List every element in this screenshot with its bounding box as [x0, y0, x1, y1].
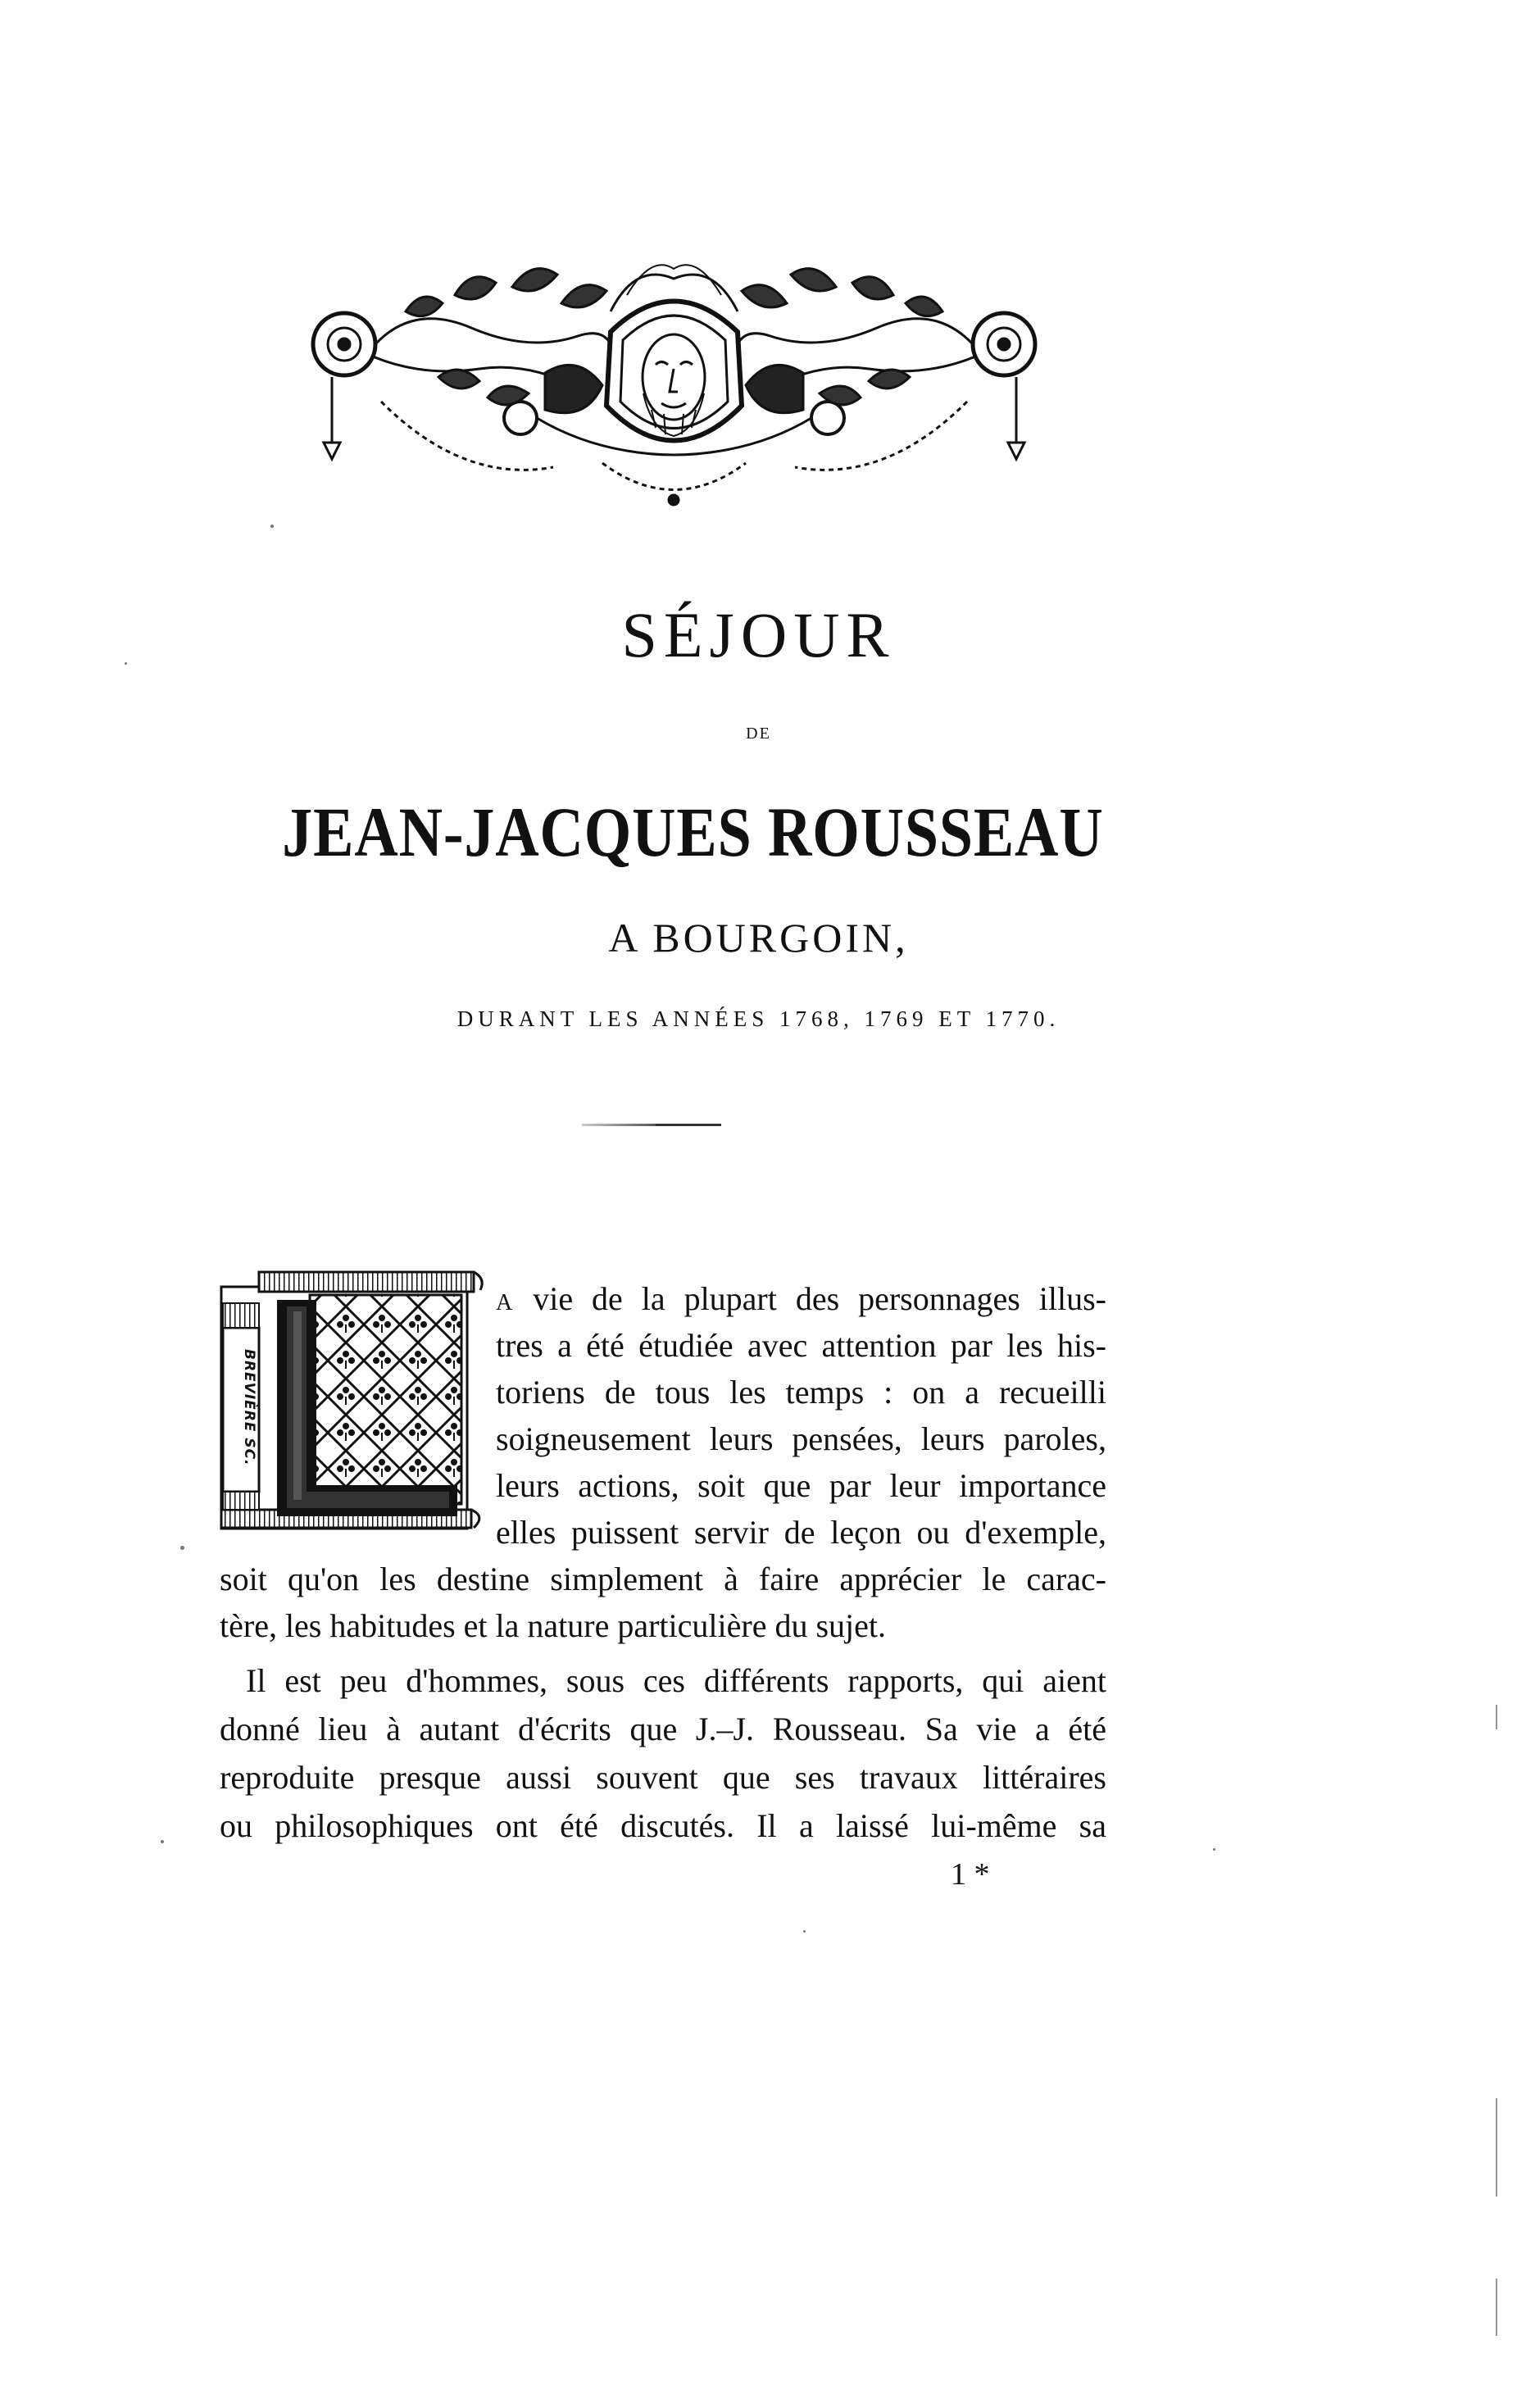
title-divider-rule-fade — [582, 1124, 656, 1126]
signature-mark: 1 * — [951, 1857, 990, 1892]
text-line: soit qu'on les destine simplement à faire apprécier le carac- — [220, 1561, 1106, 1597]
text-line: ou philosophiques ont été discutés. Il a laissé lui-même sa — [220, 1807, 1106, 1844]
text-line: soigneusement leurs pensées, leurs paroles, — [496, 1420, 1106, 1457]
page-title: SÉJOUR — [621, 599, 896, 670]
first-word: A — [496, 1290, 515, 1315]
title-place: A BOURGOIN, — [608, 915, 909, 961]
scan-speck — [180, 1546, 184, 1550]
text-line: reproduite presque aussi souvent que ses travaux littéraires — [220, 1759, 1106, 1796]
decorated-drop-cap-icon — [220, 1270, 490, 1541]
title-connector: DE — [746, 725, 771, 743]
scan-edge-mark — [1496, 2098, 1497, 2197]
text-line: elles puissent servir de leçon ou d'exemple, — [496, 1514, 1106, 1551]
ornamental-headpiece-icon — [283, 254, 1065, 516]
scan-edge-mark — [1496, 1705, 1497, 1729]
text-line: donné lieu à autant d'écrits que J.–J. Rousseau. Sa vie a été — [220, 1711, 1106, 1747]
engraver-credit: BREVIÈRE SC. — [241, 1348, 257, 1466]
text-line: tère, les habitudes et la nature particulière du sujet. — [220, 1607, 887, 1644]
title-subject-name: JEAN-JACQUES ROUSSEAU — [282, 793, 1104, 871]
text-line: tres a été étudiée avec attention par les his- — [496, 1327, 1106, 1364]
title-dates: DURANT LES ANNÉES 1768, 1769 ET 1770. — [456, 1006, 1061, 1031]
scan-speck — [125, 662, 127, 665]
text-line: toriens de tous les temps : on a recueilli — [496, 1374, 1106, 1411]
scan-speck — [270, 525, 274, 528]
scan-speck — [1213, 1848, 1215, 1851]
text-line: A vie de la plupart des personnages illus- — [496, 1280, 1106, 1317]
scan-speck — [161, 1840, 164, 1843]
text-line: leurs actions, soit que par leur importance — [496, 1467, 1106, 1504]
scan-edge-mark — [1496, 2279, 1497, 2336]
scan-speck — [803, 1930, 806, 1933]
text-line: Il est peu d'hommes, sous ces différents rapports, qui aient — [246, 1662, 1106, 1699]
